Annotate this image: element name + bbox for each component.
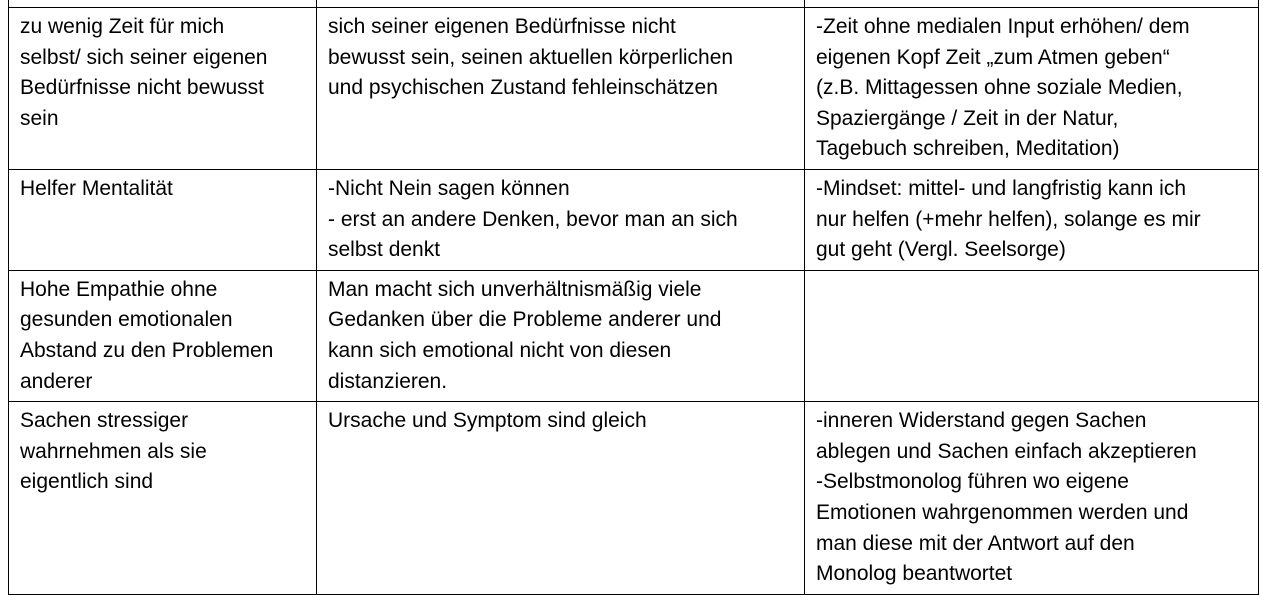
- table-row: [9, 402, 1259, 595]
- solution-cell: [805, 270, 1259, 401]
- cut-off-cell: [317, 0, 805, 8]
- solution-cell: -Mindset: mittel- und langfristig kann ich nur helfen (+mehr helfen), solange es mir gut geht (Vergl. Seelsorge): [805, 169, 1259, 270]
- description-cell: -Nicht Nein sagen können - erst an andere Denken, bevor man an sich selbst denkt: [317, 169, 805, 270]
- description-cell: sich seiner eigenen Bedürfnisse nicht bewusst sein, seinen aktuellen körperlichen und psychischen Zustand fehleinschätzen: [317, 8, 805, 170]
- solution-cell: -inneren Widerstand gegen Sachen ablegen und Sachen einfach akzeptieren -Selbstmonolog führen wo eigene Emotionen wahrgenommen werden und man diese mit der Antwort auf den Monolog beantwortet: [805, 402, 1259, 595]
- description-cell: Ursache und Symptom sind gleich: [317, 402, 805, 595]
- cause-cell: Hohe Empathie ohne gesunden emotionalen Abstand zu den Problemen anderer: [9, 270, 317, 401]
- cause-cell: Helfer Mentalität: [9, 169, 317, 270]
- stress-causes-table-container: [8, 0, 1258, 595]
- solution-cell: -Zeit ohne medialen Input erhöhen/ dem eigenen Kopf Zeit „zum Atmen geben“ (z.B. Mittagessen ohne soziale Medien, Spaziergänge / Zeit in der Natur, Tagebuch schreiben, Meditation): [805, 8, 1259, 170]
- cut-off-cell: [805, 0, 1259, 8]
- table-row: [9, 169, 1259, 270]
- table-row: [9, 270, 1259, 401]
- description-cell: Man macht sich unverhältnismäßig viele Gedanken über die Probleme anderer und kann sich emotional nicht von diesen distanzieren.: [317, 270, 805, 401]
- cut-off-cell: [9, 0, 317, 8]
- cause-cell: Sachen stressiger wahrnehmen als sie eigentlich sind: [9, 402, 317, 595]
- cause-cell: zu wenig Zeit für mich selbst/ sich seiner eigenen Bedürfnisse nicht bewusst sein: [9, 8, 317, 170]
- stress-causes-table: [8, 0, 1259, 595]
- table-row-cut-off: [9, 0, 1259, 8]
- table-row: [9, 8, 1259, 170]
